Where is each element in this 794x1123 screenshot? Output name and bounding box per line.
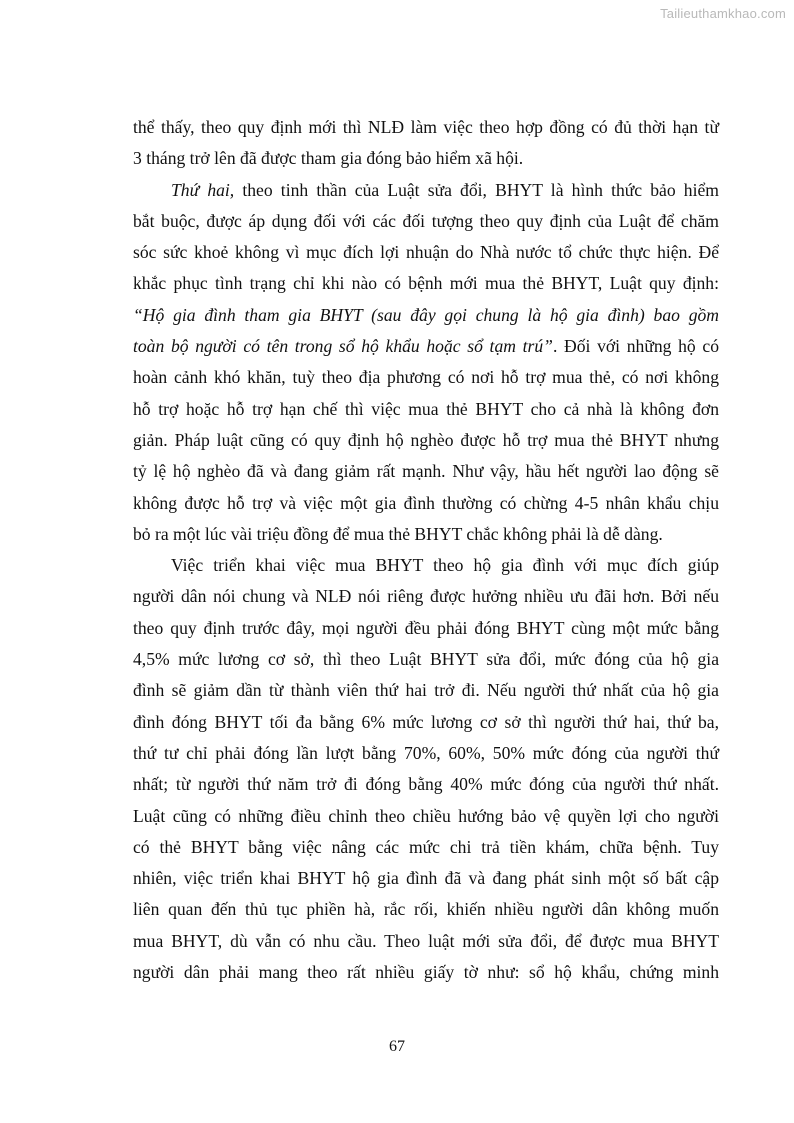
text-segment: Luật cũng có những điều chỉnh theo chiều hướng bảo vệ quyền lợi cho người <box>133 805 719 826</box>
text-line <box>133 957 719 988</box>
text-line <box>133 237 719 268</box>
watermark-text: Tailieuthamkhao.com <box>660 6 786 21</box>
text-line <box>133 206 719 237</box>
text-line <box>133 268 719 299</box>
text-line <box>133 300 719 331</box>
text-line <box>133 112 719 143</box>
text-segment: . Đối với những hộ có <box>552 336 719 357</box>
text-segment: sóc sức khoẻ không vì mục đích lợi nhuận do Nhà nước tổ chức thực hiện. Để <box>133 242 719 263</box>
text-line <box>133 331 719 362</box>
text-line <box>133 394 719 425</box>
text-segment: 4,5% mức lương cơ sở, thì theo Luật BHYT sửa đổi, mức đóng của hộ gia <box>133 649 719 670</box>
text-line <box>133 769 719 800</box>
text-segment: mua BHYT, dù vẫn có nhu cầu. Theo luật mới sửa đổi, để được mua BHYT <box>133 930 719 951</box>
text-line <box>133 175 719 206</box>
text-segment: đình sẽ giảm dần từ thành viên thứ hai trở đi. Nếu người thứ nhất của hộ gia <box>133 680 719 701</box>
text-segment: toàn bộ người có tên trong sổ hộ khẩu hoặc sổ tạm trú” <box>133 336 553 357</box>
text-line <box>133 675 719 706</box>
text-line <box>133 425 719 456</box>
text-segment: thứ tư chỉ phải đóng lần lượt bằng 70%, 60%, 50% mức đóng của người thứ <box>133 742 719 763</box>
text-segment: có thẻ BHYT bằng việc nâng các mức chi trả tiền khám, chữa bệnh. Tuy <box>133 836 719 857</box>
text-segment: nhất; từ người thứ năm trở đi đóng bằng 40% mức đóng của người thứ nhất. <box>133 774 719 795</box>
text-line <box>133 926 719 957</box>
text-segment: liên quan đến thủ tục phiền hà, rắc rối, khiến nhiều người dân không muốn <box>133 899 719 920</box>
text-segment: hoàn cảnh khó khăn, tuỳ theo địa phương có nơi hỗ trợ mua thẻ, có nơi không <box>133 367 719 388</box>
text-line <box>133 550 719 581</box>
text-line <box>133 581 719 612</box>
text-segment: “Hộ gia đình tham gia BHYT (sau đây gọi chung là hộ gia đình) bao gồm <box>133 304 719 325</box>
text-segment: đình đóng BHYT tối đa bằng 6% mức lương cơ sở thì người thứ hai, thứ ba, <box>133 711 719 732</box>
text-line <box>133 143 719 174</box>
text-segment: bỏ ra một lúc vài triệu đồng để mua thẻ BHYT chắc không phải là dễ dàng. <box>133 523 663 544</box>
text-segment: bắt buộc, được áp dụng đối với các đối tượng theo quy định của Luật để chăm <box>133 210 719 231</box>
text-line <box>133 644 719 675</box>
text-line <box>133 613 719 644</box>
paragraph <box>133 175 719 551</box>
text-line <box>133 362 719 393</box>
text-line <box>133 488 719 519</box>
paragraph <box>133 550 719 988</box>
text-segment: theo quy định trước đây, mọi người đều phải đóng BHYT cùng một mức bằng <box>133 617 719 638</box>
text-line <box>133 519 719 550</box>
text-segment: Thứ hai, <box>171 179 235 200</box>
text-segment: nhiên, việc triển khai BHYT hộ gia đình đã và đang phát sinh một số bất cập <box>133 868 719 889</box>
text-segment: người dân phải mang theo rất nhiều giấy tờ như: sổ hộ khẩu, chứng minh <box>133 962 719 983</box>
text-line <box>133 707 719 738</box>
text-line <box>133 832 719 863</box>
text-segment: hỗ trợ hoặc hỗ trợ hạn chế thì việc mua thẻ BHYT cho cả nhà là không đơn <box>133 398 719 419</box>
text-line <box>133 894 719 925</box>
text-line <box>133 801 719 832</box>
paragraph <box>133 112 719 175</box>
text-segment: tỷ lệ hộ nghèo đã và đang giảm rất mạnh. Như vậy, hầu hết người lao động sẽ <box>133 461 719 482</box>
text-segment: không được hỗ trợ và việc một gia đình thường có chừng 4-5 nhân khẩu chịu <box>133 492 719 513</box>
text-segment: giản. Pháp luật cũng có quy định hộ nghèo được hỗ trợ mua thẻ BHYT nhưng <box>133 429 719 450</box>
text-segment: theo tinh thần của Luật sửa đổi, BHYT là hình thức bảo hiểm <box>234 179 719 200</box>
text-segment: Việc triển khai việc mua BHYT theo hộ gia đình với mục đích giúp <box>171 555 719 576</box>
text-segment: 3 tháng trở lên đã được tham gia đóng bảo hiểm xã hội. <box>133 148 524 169</box>
text-segment: thể thấy, theo quy định mới thì NLĐ làm việc theo hợp đồng có đủ thời hạn từ <box>133 117 719 137</box>
text-line <box>133 456 719 487</box>
text-line <box>133 738 719 769</box>
text-line <box>133 863 719 894</box>
text-segment: khắc phục tình trạng chỉ khi nào có bệnh mới mua thẻ BHYT, Luật quy định: <box>133 273 719 294</box>
text-segment: người dân nói chung và NLĐ nói riêng được hưởng nhiều ưu đãi hơn. Bởi nếu <box>133 586 719 607</box>
document-body <box>133 112 719 988</box>
page-number: 67 <box>389 1038 405 1055</box>
